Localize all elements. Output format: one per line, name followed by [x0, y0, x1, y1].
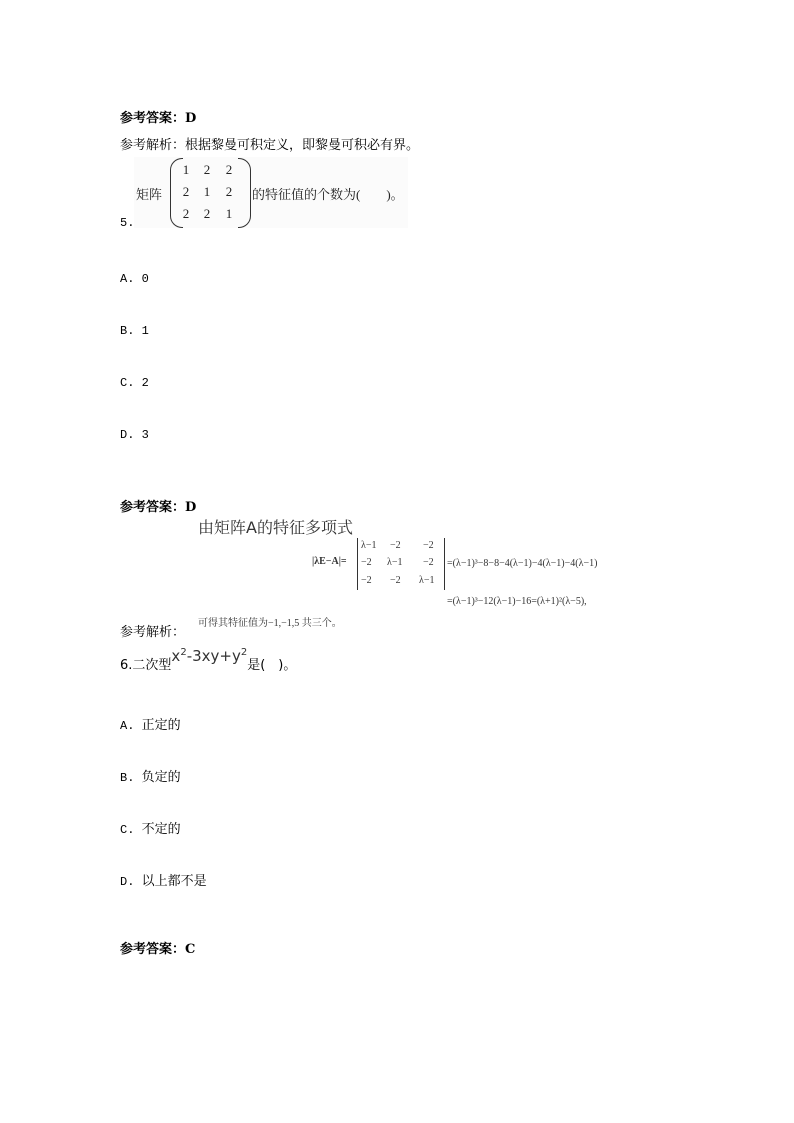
analysis-text: 根据黎曼可积定义，即黎曼可积必有界。: [185, 138, 420, 153]
q5-matrix-figure: [134, 157, 408, 228]
det-cell: −2: [361, 575, 372, 586]
q6-option-b: [120, 766, 181, 785]
quadratic-form-formula: [171, 647, 247, 665]
matrix-cell: 2: [182, 184, 190, 199]
q5-analysis-label: 参考解析：: [120, 625, 186, 640]
det-cell: −2: [390, 540, 401, 551]
det-cell: −2: [423, 557, 434, 568]
option-letter: A.: [120, 719, 135, 733]
formula-part: -3xy+y: [186, 647, 241, 665]
matrix-cell: 2: [203, 162, 211, 177]
option-text: 正定的: [141, 718, 181, 733]
option-text: 以上都不是: [141, 874, 207, 889]
matrix-cell: 2: [225, 162, 233, 177]
q6-option-d: [120, 870, 207, 889]
q5-answer: [120, 496, 196, 515]
det-cell: λ−1: [419, 575, 435, 586]
det-cell: λ−1: [361, 540, 377, 551]
analysis-conclusion: 可得其特征值为−1,−1,5 共三个。: [198, 618, 342, 629]
option-letter: C.: [120, 376, 135, 390]
formula-exponent: 2: [240, 647, 248, 658]
option-letter: D.: [120, 428, 135, 442]
q6-stem-head: 二次型: [132, 658, 172, 673]
option-letter: D.: [120, 875, 135, 889]
q6-answer: [120, 938, 195, 957]
q5-option-a: [120, 272, 149, 286]
matrix-cell: 2: [225, 184, 233, 199]
formula-part: x: [171, 647, 181, 665]
answer-label: 参考答案：: [120, 500, 186, 515]
det-cell: −2: [361, 557, 372, 568]
determinant-right-bar: [444, 538, 445, 590]
q5-option-c: [120, 376, 149, 390]
determinant-lhs: |λE−A|=: [312, 556, 347, 567]
q6-stem-tail: 是( )。: [247, 658, 297, 673]
answer-value: D: [185, 111, 197, 126]
option-letter: B.: [120, 324, 135, 338]
expansion-line-2: =(λ−1)³−12(λ−1)−16=(λ+1)²(λ−5),: [447, 596, 587, 607]
q6-option-a: [120, 714, 181, 733]
option-letter: A.: [120, 272, 135, 286]
answer-label: 参考答案：: [120, 942, 186, 957]
det-cell: λ−1: [387, 557, 403, 568]
right-paren: [238, 158, 251, 228]
option-text: 负定的: [141, 770, 181, 785]
q5-option-d: [120, 428, 149, 442]
option-text: 1: [141, 324, 149, 338]
matrix-cell: 1: [203, 184, 211, 199]
stem-tail: 的特征值的个数为( )。: [252, 187, 404, 202]
analysis-label: 参考解析：: [120, 138, 186, 153]
matrix-cell: 2: [203, 206, 211, 221]
matrix-cell: 1: [225, 206, 233, 221]
formula-exponent: 2: [180, 647, 187, 658]
det-cell: −2: [423, 540, 434, 551]
option-text: 2: [141, 376, 149, 390]
q6-number: 6.: [120, 658, 133, 673]
matrix-cell: 1: [182, 162, 190, 177]
expansion-line-1: =(λ−1)³−8−8−4(λ−1)−4(λ−1)−4(λ−1): [447, 558, 598, 569]
matrix-cell: 2: [182, 206, 190, 221]
option-text: 不定的: [141, 822, 181, 837]
option-text: 0: [141, 272, 149, 286]
prev-answer: [120, 107, 196, 126]
matrix-label: 矩阵: [136, 187, 163, 202]
prev-analysis: [120, 134, 419, 153]
analysis-figure-title: 由矩阵A的特征多项式: [198, 518, 353, 537]
determinant-left-bar: [357, 538, 358, 590]
q6-option-c: [120, 818, 181, 837]
answer-label: 参考答案：: [120, 111, 186, 126]
q5-option-b: [120, 324, 149, 338]
answer-value: D: [185, 500, 197, 515]
q5-number: 5.: [120, 216, 135, 230]
option-letter: C.: [120, 823, 135, 837]
det-cell: −2: [390, 575, 401, 586]
option-text: 3: [141, 428, 149, 442]
answer-value: C: [185, 942, 196, 957]
q6-stem: [120, 647, 297, 673]
option-letter: B.: [120, 771, 135, 785]
